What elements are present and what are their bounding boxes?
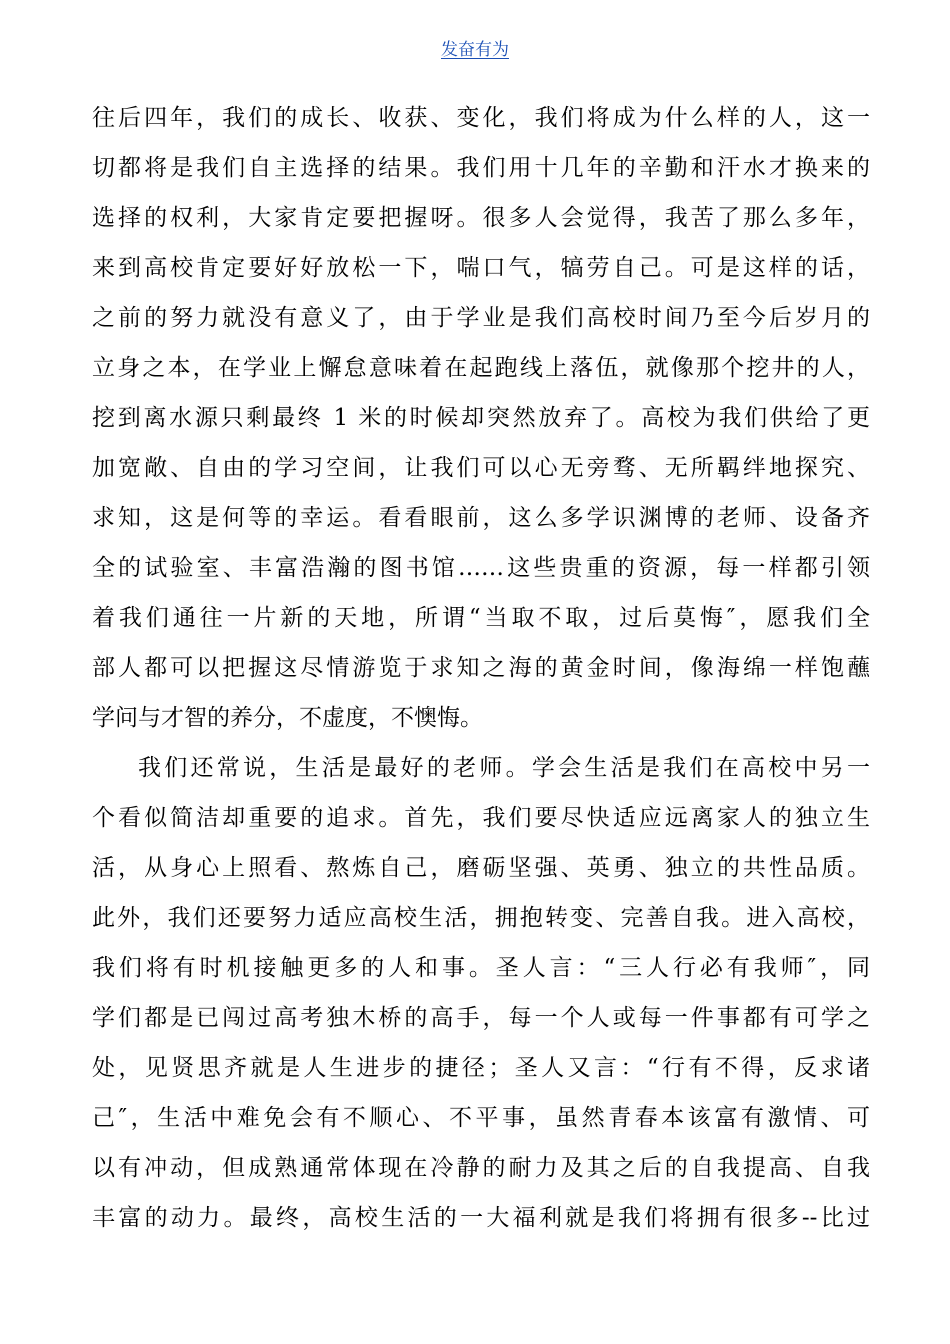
paragraph-2-line-9: 以有冲动，但成熟通常体现在冷静的耐力及其之后的自我提高、自我 (92, 1155, 870, 1181)
paragraph-2-line-3: 活，从身心上照看、熬炼自己，磨砺坚强、英勇、独立的共性品质。 (92, 855, 870, 881)
paragraph-1-line-13: 学问与才智的养分，不虚度，不懊悔。 (92, 705, 483, 731)
paragraph-1-line-7: 挖到离水源只剩最终 1 米的时候却突然放弃了。高校为我们供给了更 (92, 405, 870, 431)
paragraph-1-line-2: 切都将是我们自主选择的结果。我们用十几年的辛勤和汗水才换来的 (92, 155, 870, 181)
paragraph-1-line-10: 全的试验室、丰富浩瀚的图书馆……这些贵重的资源，每一样都引领 (92, 555, 870, 581)
paragraph-2-line-2: 个看似简洁却重要的追求。首先，我们要尽快适应远离家人的独立生 (92, 805, 870, 831)
paragraph-1-line-3: 选择的权利，大家肯定要把握呀。很多人会觉得，我苦了那么多年， (92, 205, 870, 231)
paragraph-2-line-5: 我们将有时机接触更多的人和事。圣人言：“三人行必有我师″，同 (92, 955, 870, 981)
paragraph-1-line-5: 之前的努力就没有意义了，由于学业是我们高校时间乃至今后岁月的 (92, 305, 870, 331)
paragraph-2-line-6: 学们都是已闯过高考独木桥的高手，每一个人或每一件事都有可学之 (92, 1005, 870, 1031)
paragraph-1-line-6: 立身之本，在学业上懈怠意味着在起跑线上落伍，就像那个挖井的人， (92, 355, 870, 381)
paragraph-2-line-8: 己″，生活中难免会有不顺心、不平事，虽然青春本该富有激情、可 (92, 1105, 870, 1131)
paragraph-1-line-11: 着我们通往一片新的天地，所谓“当取不取，过后莫悔″，愿我们全 (92, 605, 870, 631)
paragraph-1-line-9: 求知，这是何等的幸运。看看眼前，这么多学识渊博的老师、设备齐 (92, 505, 870, 531)
paragraph-1-line-12: 部人都可以把握这尽情游览于求知之海的黄金时间，像海绵一样饱蘸 (92, 655, 870, 681)
page-header-title: 发奋有为 (441, 40, 509, 60)
paragraph-1-line-8: 加宽敞、自由的学习空间，让我们可以心无旁骛、无所羁绊地探究、 (92, 455, 870, 481)
document-body (92, 93, 870, 1243)
paragraph-2-line-1: 我们还常说，生活是最好的老师。学会生活是我们在高校中另一 (138, 755, 870, 781)
paragraph-1-line-4: 来到高校肯定要好好放松一下，喘口气，犒劳自己。可是这样的话， (92, 255, 870, 281)
paragraph-1-line-1: 往后四年，我们的成长、收获、变化，我们将成为什么样的人，这一 (92, 105, 870, 131)
paragraph-2-line-10: 丰富的动力。最终，高校生活的一大福利就是我们将拥有很多--比过 (92, 1205, 870, 1231)
paragraph-2-line-7: 处，见贤思齐就是人生进步的捷径；圣人又言：“行有不得，反求诸 (92, 1055, 870, 1081)
paragraph-2-line-4: 此外，我们还要努力适应高校生活，拥抱转变、完善自我。进入高校， (92, 905, 870, 931)
